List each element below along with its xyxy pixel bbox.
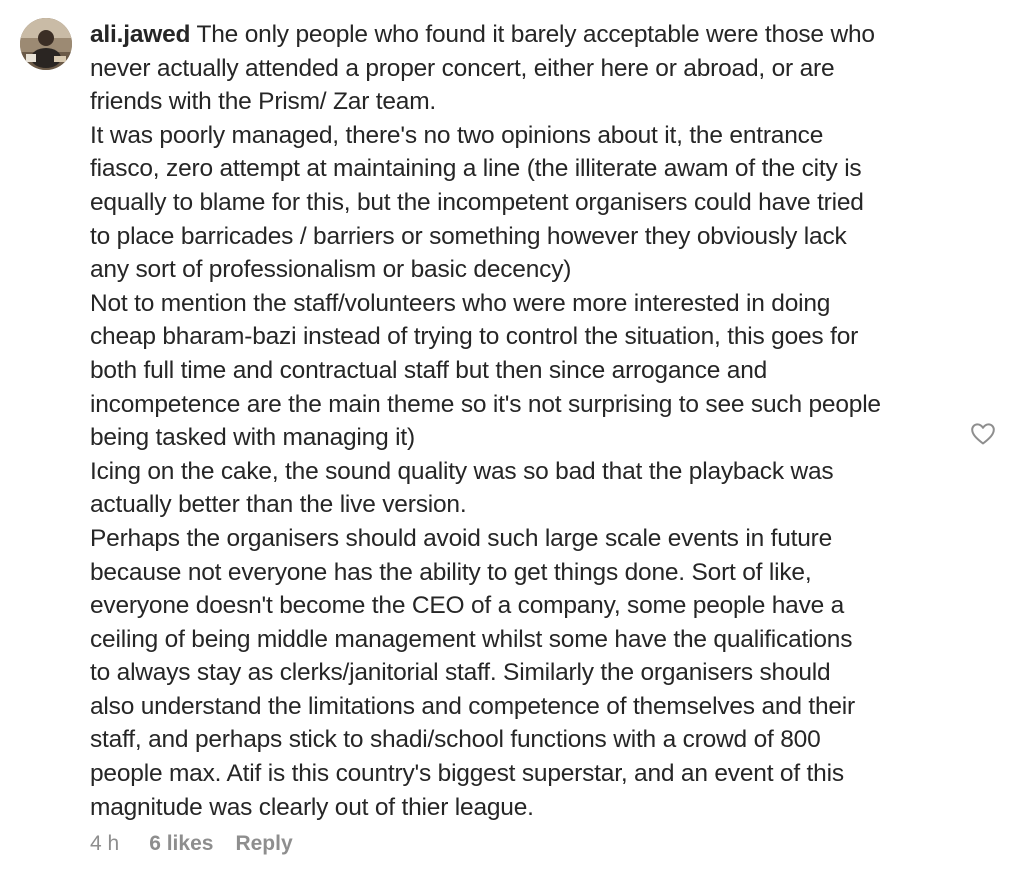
comment-text-block — [90, 18, 960, 824]
username[interactable]: ali.jawed — [90, 21, 191, 48]
comment-body — [90, 18, 960, 824]
timestamp[interactable]: 4 h — [90, 832, 120, 855]
heart-outline-icon — [970, 422, 996, 446]
avatar[interactable] — [20, 18, 72, 70]
like-button[interactable] — [970, 422, 996, 446]
reply-button[interactable]: Reply — [235, 832, 293, 855]
likes-count[interactable]: 6 likes — [149, 832, 214, 855]
user-avatar-photo-icon — [20, 18, 72, 70]
comment-meta — [90, 832, 293, 856]
comment-text: The only people who found it barely acceptable were those who never actually attended a proper concert, either here or abroad, or are friends with the Prism/ Zar team. It was poorly managed, there's no two opinions about it, the entrance fiasco, zero attempt at maintaining a line (the illiterate awam of the city is equally to blame for this, but the incompetent organisers could have tried to place barricades / barriers or something however they obviously lack any sort of professionalism or basic decency) Not to mention the staff/volunteers who were more interested in doing cheap bharam-bazi instead of trying to control the situation, this goes for both full time and contractual staff but then since arrogance and incompetence are the main theme so it's not surprising to see such people being tasked with managing it) Icing on the cake, the sound quality was so bad that the playback was actually better than the live version. Perhaps the organisers should avoid such large scale events in future because not everyone has the ability to get things done. Sort of like, everyone doesn't become the CEO of a company, some people have a ceiling of being middle management whilst some have the qualifications to always stay as clerks/janitorial staff. Similarly the organisers should also understand the limitations and competence of themselves and their staff, and perhaps stick to shadi/school functions with a crowd of 800 people max. Atif is this country's biggest superstar, and an event of this magnitude was clearly out of thier league. — [90, 21, 881, 821]
